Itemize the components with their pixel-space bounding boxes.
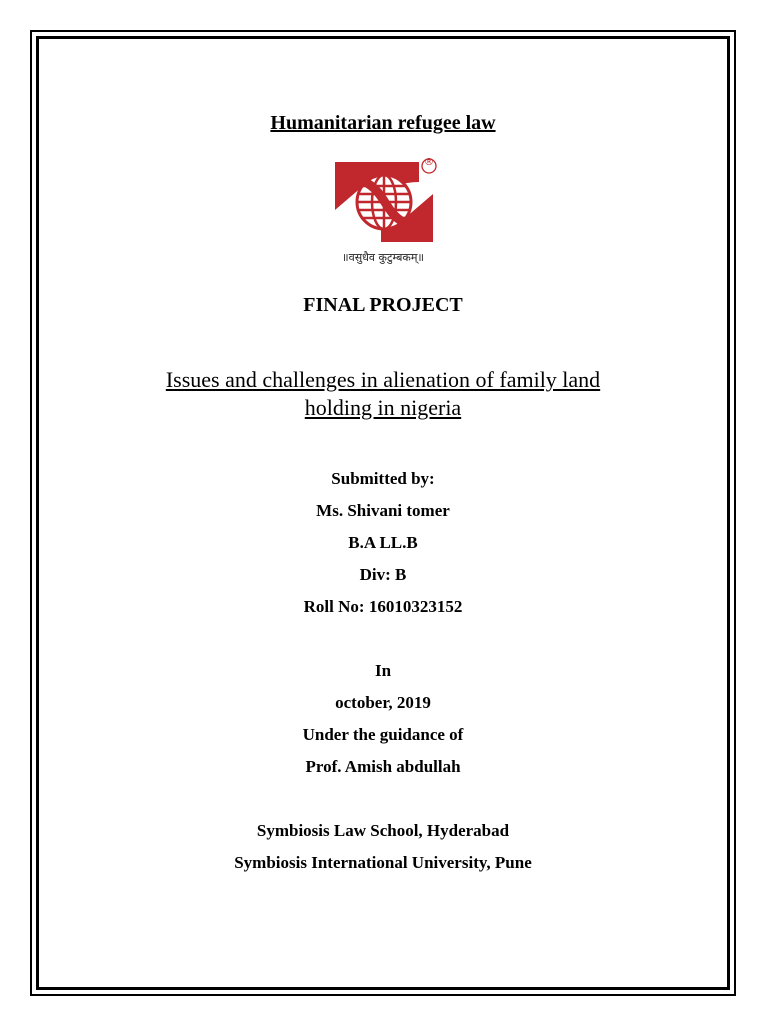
roll-number: Roll No: 16010323152 (303, 597, 463, 616)
guide-name: Prof. Amish abdullah (305, 757, 461, 776)
guidance-label: Under the guidance of (302, 725, 464, 744)
school-name: Symbiosis Law School, Hyderabad (256, 821, 510, 840)
submission-date: october, 2019 (335, 693, 431, 712)
course-name: B.A LL.B (348, 533, 418, 552)
subject-heading: Humanitarian refugee law (270, 112, 496, 134)
university-name: Symbiosis International University, Pune (234, 853, 532, 872)
registered-mark: ® (424, 157, 434, 168)
project-title (36, 366, 730, 422)
in-label: In (374, 661, 392, 680)
project-title-line-2: holding in nigeria (304, 395, 462, 420)
student-name: Ms. Shivani tomer (316, 501, 450, 520)
project-title-line-1: Issues and challenges in alienation of family land (165, 367, 601, 392)
final-project-label: FINAL PROJECT (303, 294, 463, 316)
logo-motto: ॥वसुधैव कुटुम्बकम्॥ (342, 251, 424, 264)
submitted-by-label: Submitted by: (331, 469, 435, 488)
division: Div: B (359, 565, 407, 584)
